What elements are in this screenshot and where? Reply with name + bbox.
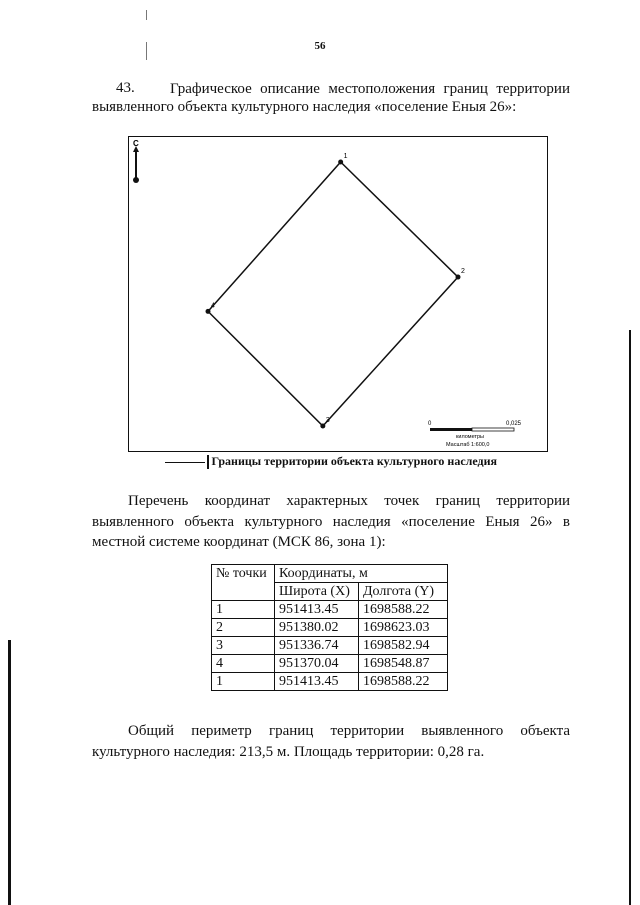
vertex-point-3 xyxy=(320,424,325,429)
cell-point: 4 xyxy=(212,655,275,673)
legend-bar xyxy=(207,455,209,469)
parcel-boundary xyxy=(208,162,458,426)
legend-label: Границы территории объекта культурного наследия xyxy=(211,454,498,468)
cell-lat: 951336.74 xyxy=(275,637,359,655)
section-heading-line2: выявленного объекта культурного наследия «поселение Еныя 26»: xyxy=(92,99,517,115)
intro-line2: выявленного объекта культурного наследия «поселение Еныя 26» в xyxy=(92,514,570,530)
map-legend xyxy=(165,454,497,469)
scale-start-label: 0 xyxy=(428,421,432,427)
scale-bar xyxy=(428,421,522,448)
section-number: 43. xyxy=(116,80,135,96)
coordinates-table xyxy=(211,564,448,691)
vertex-label-2: 2 xyxy=(461,268,465,276)
cell-lat: 951413.45 xyxy=(275,673,359,691)
page-number: 56 xyxy=(314,40,326,52)
cell-lon: 1698548.87 xyxy=(359,655,448,673)
vertex-point-2 xyxy=(456,275,461,280)
table-row xyxy=(212,601,448,619)
north-label: С xyxy=(133,139,139,148)
summary-line2: культурного наследия: 213,5 м. Площадь территории: 0,28 га. xyxy=(92,744,485,760)
vertex-label-4: 4 xyxy=(211,302,215,310)
north-arrow-icon xyxy=(133,146,139,183)
table-header-row xyxy=(212,565,448,583)
vertex-label-3: 3 xyxy=(325,417,330,424)
scale-end-label: 0,025 xyxy=(506,421,522,427)
scale-ratio-label: Масштаб 1:600,0 xyxy=(446,442,490,448)
legend-line-swatch xyxy=(165,462,205,463)
cell-lat: 951380.02 xyxy=(275,619,359,637)
header-lon: Долгота (Y) xyxy=(359,583,448,601)
header-point: № точки xyxy=(212,565,275,601)
cell-lon: 1698588.22 xyxy=(359,673,448,691)
scan-artifact xyxy=(8,640,11,905)
table-row xyxy=(212,673,448,691)
cell-point: 2 xyxy=(212,619,275,637)
intro-line3: местной системе координат (МСК 86, зона 1): xyxy=(92,534,386,550)
intro-line1: Перечень координат характерных точек границ территории xyxy=(128,493,570,509)
vertex-label-1: 1 xyxy=(343,153,348,160)
boundary-map xyxy=(128,136,548,452)
table-row xyxy=(212,637,448,655)
vertex-point-1 xyxy=(338,160,343,165)
cell-lat: 951370.04 xyxy=(275,655,359,673)
summary-line1: Общий периметр границ территории выявленного объекта xyxy=(128,723,570,739)
header-coords: Координаты, м xyxy=(275,565,448,583)
cell-point: 1 xyxy=(212,673,275,691)
cell-point: 1 xyxy=(212,601,275,619)
section-heading-line1: Графическое описание местоположения границ территории xyxy=(170,81,570,97)
cell-lat: 951413.45 xyxy=(275,601,359,619)
scan-artifact xyxy=(146,10,147,20)
table-row xyxy=(212,655,448,673)
table-row xyxy=(212,619,448,637)
scale-unit-label: километры xyxy=(456,434,484,440)
header-lat: Широта (X) xyxy=(275,583,359,601)
cell-point: 3 xyxy=(212,637,275,655)
cell-lon: 1698623.03 xyxy=(359,619,448,637)
scan-artifact xyxy=(629,330,631,905)
cell-lon: 1698588.22 xyxy=(359,601,448,619)
vertex-point-4 xyxy=(206,309,211,314)
cell-lon: 1698582.94 xyxy=(359,637,448,655)
